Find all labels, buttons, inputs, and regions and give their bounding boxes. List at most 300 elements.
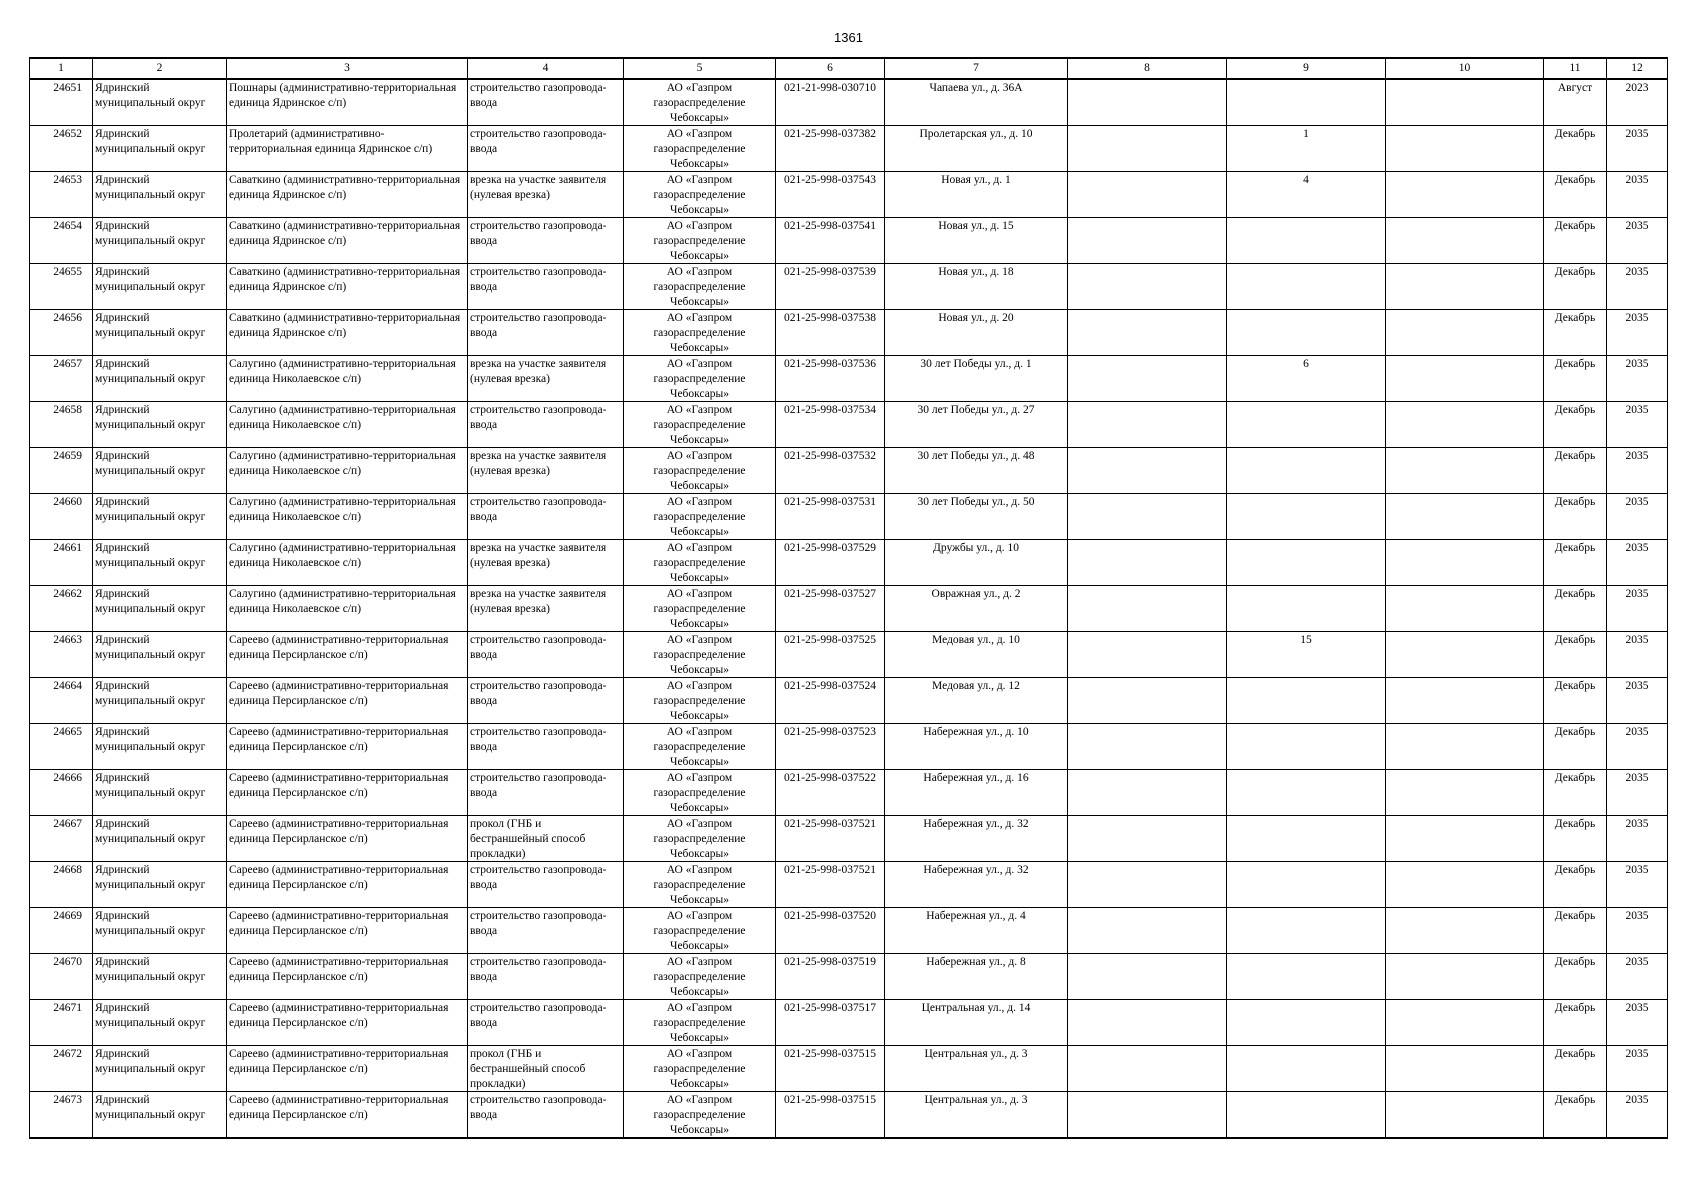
cell-number-text: 24653 — [53, 174, 82, 186]
column-header: 2 — [93, 58, 227, 79]
cell-district-text: Ядринский муниципальный округ — [95, 588, 206, 615]
cell-number-text: 24654 — [53, 220, 82, 232]
cell-month — [1544, 172, 1607, 218]
cell-col9 — [1227, 1046, 1386, 1092]
cell-month — [1544, 908, 1607, 954]
cell-organization — [624, 678, 776, 724]
cell-district — [93, 494, 227, 540]
cell-month-text: Декабрь — [1554, 174, 1596, 186]
column-header: 12 — [1607, 58, 1668, 79]
cell-district-text: Ядринский муниципальный округ — [95, 266, 206, 293]
cell-number — [30, 632, 93, 678]
cell-organization-text: АО «Газпром газораспределение Чебоксары» — [653, 1048, 746, 1090]
cell-district-text: Ядринский муниципальный округ — [95, 818, 206, 845]
cell-year-text: 2035 — [1625, 450, 1649, 462]
cell-col10 — [1386, 356, 1544, 402]
cell-col8 — [1068, 816, 1227, 862]
cell-address-text: Набережная ул., д. 10 — [923, 726, 1029, 738]
cell-locality — [227, 1046, 468, 1092]
cell-number-text: 24665 — [53, 726, 82, 738]
cell-col9 — [1227, 172, 1386, 218]
cell-number — [30, 310, 93, 356]
cell-number — [30, 172, 93, 218]
cell-number-text: 24667 — [53, 818, 82, 830]
cell-col8 — [1068, 1046, 1227, 1092]
cell-address — [885, 1046, 1068, 1092]
cell-year — [1607, 816, 1668, 862]
cell-col10 — [1386, 1000, 1544, 1046]
cell-address — [885, 126, 1068, 172]
cell-month — [1544, 356, 1607, 402]
cell-col9 — [1227, 1000, 1386, 1046]
cell-col10 — [1386, 632, 1544, 678]
cell-address — [885, 264, 1068, 310]
cell-district-text: Ядринский муниципальный округ — [95, 496, 206, 523]
cell-work-type — [468, 172, 624, 218]
cell-organization-text: АО «Газпром газораспределение Чебоксары» — [653, 956, 746, 998]
cell-col8 — [1068, 862, 1227, 908]
cell-locality — [227, 540, 468, 586]
cell-col9-text: 6 — [1303, 358, 1309, 370]
cell-locality-text: Сареево (административно-территориальная единица Персирланское с/п) — [229, 1094, 449, 1121]
cell-col9 — [1227, 954, 1386, 1000]
cell-organization-text: АО «Газпром газораспределение Чебоксары» — [653, 864, 746, 906]
cell-code-text: 021-25-998-037523 — [784, 726, 876, 738]
cell-district-text: Ядринский муниципальный округ — [95, 1002, 206, 1029]
cell-district — [93, 172, 227, 218]
cell-work-type — [468, 586, 624, 632]
cell-work-type-text: строительство газопровода-ввода — [470, 680, 607, 707]
cell-year — [1607, 172, 1668, 218]
cell-month-text: Декабрь — [1554, 450, 1596, 462]
cell-month-text: Декабрь — [1554, 956, 1596, 968]
cell-organization — [624, 1046, 776, 1092]
table-row — [30, 678, 1668, 724]
cell-organization — [624, 586, 776, 632]
cell-month-text: Декабрь — [1554, 496, 1596, 508]
cell-col9 — [1227, 724, 1386, 770]
cell-address-text: Набережная ул., д. 8 — [926, 956, 1026, 968]
cell-month-text: Декабрь — [1554, 542, 1596, 554]
cell-col10 — [1386, 310, 1544, 356]
cell-work-type-text: строительство газопровода-ввода — [470, 910, 607, 937]
cell-district-text: Ядринский муниципальный округ — [95, 680, 206, 707]
cell-col10 — [1386, 724, 1544, 770]
cell-code-text: 021-25-998-037534 — [784, 404, 876, 416]
table-row — [30, 540, 1668, 586]
cell-organization — [624, 540, 776, 586]
cell-col9-text: 1 — [1303, 128, 1309, 140]
cell-number — [30, 816, 93, 862]
cell-year — [1607, 1000, 1668, 1046]
cell-locality-text: Сареево (административно-территориальная единица Персирланское с/п) — [229, 680, 449, 707]
cell-organization — [624, 816, 776, 862]
cell-month — [1544, 586, 1607, 632]
cell-month — [1544, 218, 1607, 264]
cell-col9 — [1227, 402, 1386, 448]
cell-code-text: 021-25-998-037531 — [784, 496, 876, 508]
cell-year-text: 2035 — [1625, 772, 1649, 784]
cell-code — [776, 310, 885, 356]
cell-locality — [227, 1000, 468, 1046]
cell-address — [885, 79, 1068, 126]
cell-address-text: 30 лет Победы ул., д. 48 — [917, 450, 1035, 462]
cell-organization-text: АО «Газпром газораспределение Чебоксары» — [653, 174, 746, 216]
cell-district-text: Ядринский муниципальный округ — [95, 82, 206, 109]
cell-organization — [624, 494, 776, 540]
cell-month-text: Декабрь — [1554, 1002, 1596, 1014]
cell-district — [93, 448, 227, 494]
cell-code-text: 021-25-998-037525 — [784, 634, 876, 646]
cell-locality — [227, 632, 468, 678]
cell-district-text: Ядринский муниципальный округ — [95, 634, 206, 661]
cell-district-text: Ядринский муниципальный округ — [95, 726, 206, 753]
cell-locality-text: Салугино (административно-территориальная единица Николаевское с/п) — [229, 358, 456, 385]
cell-code-text: 021-25-998-037541 — [784, 220, 876, 232]
cell-locality — [227, 218, 468, 264]
table-row — [30, 1092, 1668, 1139]
cell-organization — [624, 172, 776, 218]
cell-number-text: 24663 — [53, 634, 82, 646]
cell-locality — [227, 816, 468, 862]
cell-month — [1544, 724, 1607, 770]
cell-locality-text: Сареево (административно-территориальная единица Персирланское с/п) — [229, 910, 449, 937]
cell-col8 — [1068, 954, 1227, 1000]
cell-col10 — [1386, 126, 1544, 172]
cell-month-text: Декабрь — [1554, 680, 1596, 692]
cell-organization-text: АО «Газпром газораспределение Чебоксары» — [653, 542, 746, 584]
cell-address-text: Пролетарская ул., д. 10 — [919, 128, 1033, 140]
cell-work-type-text: врезка на участке заявителя (нулевая врезка) — [470, 450, 607, 477]
cell-col9 — [1227, 632, 1386, 678]
cell-address-text: 30 лет Победы ул., д. 27 — [917, 404, 1035, 416]
cell-district — [93, 79, 227, 126]
cell-code — [776, 724, 885, 770]
cell-code — [776, 816, 885, 862]
cell-month — [1544, 678, 1607, 724]
cell-locality-text: Сареево (административно-территориальная единица Персирланское с/п) — [229, 864, 449, 891]
cell-organization — [624, 356, 776, 402]
cell-locality — [227, 1092, 468, 1139]
cell-address — [885, 1000, 1068, 1046]
table-row — [30, 954, 1668, 1000]
cell-locality-text: Салугино (административно-территориальная единица Николаевское с/п) — [229, 588, 456, 615]
cell-organization — [624, 1092, 776, 1139]
table-row — [30, 586, 1668, 632]
cell-year-text: 2035 — [1625, 266, 1649, 278]
cell-month-text: Декабрь — [1554, 128, 1596, 140]
cell-address — [885, 632, 1068, 678]
cell-address-text: Набережная ул., д. 16 — [923, 772, 1029, 784]
column-header: 3 — [227, 58, 468, 79]
cell-year — [1607, 356, 1668, 402]
table-row — [30, 218, 1668, 264]
cell-year-text: 2035 — [1625, 312, 1649, 324]
cell-district — [93, 862, 227, 908]
cell-address — [885, 310, 1068, 356]
cell-month — [1544, 126, 1607, 172]
cell-month-text: Декабрь — [1554, 312, 1596, 324]
cell-year-text: 2035 — [1625, 680, 1649, 692]
cell-work-type — [468, 724, 624, 770]
cell-month-text: Декабрь — [1554, 266, 1596, 278]
cell-col8 — [1068, 126, 1227, 172]
table-row — [30, 632, 1668, 678]
cell-col8 — [1068, 770, 1227, 816]
cell-address — [885, 448, 1068, 494]
cell-number — [30, 862, 93, 908]
cell-organization-text: АО «Газпром газораспределение Чебоксары» — [653, 818, 746, 860]
cell-locality-text: Сареево (административно-территориальная единица Персирланское с/п) — [229, 634, 449, 661]
cell-organization — [624, 218, 776, 264]
cell-year-text: 2035 — [1625, 1094, 1649, 1106]
cell-work-type-text: строительство газопровода-ввода — [470, 726, 607, 753]
cell-district — [93, 1046, 227, 1092]
table-row — [30, 1046, 1668, 1092]
column-header: 6 — [776, 58, 885, 79]
cell-district — [93, 632, 227, 678]
cell-year — [1607, 310, 1668, 356]
cell-code-text: 021-25-998-037521 — [784, 864, 876, 876]
cell-year — [1607, 126, 1668, 172]
cell-organization-text: АО «Газпром газораспределение Чебоксары» — [653, 588, 746, 630]
data-table — [29, 57, 1668, 1139]
cell-col8 — [1068, 218, 1227, 264]
cell-address — [885, 770, 1068, 816]
table-row — [30, 79, 1668, 126]
cell-number-text: 24666 — [53, 772, 82, 784]
cell-year — [1607, 540, 1668, 586]
cell-locality — [227, 172, 468, 218]
column-header: 5 — [624, 58, 776, 79]
cell-district — [93, 402, 227, 448]
cell-locality — [227, 264, 468, 310]
cell-address-text: Набережная ул., д. 32 — [923, 818, 1029, 830]
cell-address-text: Центральная ул., д. 3 — [924, 1048, 1028, 1060]
cell-code — [776, 862, 885, 908]
cell-col8 — [1068, 79, 1227, 126]
cell-col8 — [1068, 448, 1227, 494]
cell-work-type — [468, 356, 624, 402]
cell-month-text: Декабрь — [1554, 1094, 1596, 1106]
cell-year-text: 2035 — [1625, 726, 1649, 738]
cell-code-text: 021-25-998-037520 — [784, 910, 876, 922]
cell-col10 — [1386, 448, 1544, 494]
cell-locality-text: Саваткино (административно-территориальная единица Ядринское с/п) — [229, 174, 461, 201]
column-header: 8 — [1068, 58, 1227, 79]
cell-organization-text: АО «Газпром газораспределение Чебоксары» — [653, 634, 746, 676]
cell-col9 — [1227, 586, 1386, 632]
cell-col9-text: 15 — [1300, 634, 1312, 646]
cell-number — [30, 954, 93, 1000]
cell-district — [93, 586, 227, 632]
cell-district — [93, 908, 227, 954]
page-number: 1361 — [834, 30, 863, 45]
cell-year-text: 2035 — [1625, 1048, 1649, 1060]
cell-year-text: 2035 — [1625, 864, 1649, 876]
cell-address-text: Центральная ул., д. 14 — [921, 1002, 1031, 1014]
cell-year — [1607, 264, 1668, 310]
cell-organization-text: АО «Газпром газораспределение Чебоксары» — [653, 1002, 746, 1044]
cell-code — [776, 1046, 885, 1092]
cell-locality-text: Сареево (административно-территориальная единица Персирланское с/п) — [229, 726, 449, 753]
cell-month — [1544, 1000, 1607, 1046]
cell-organization-text: АО «Газпром газораспределение Чебоксары» — [653, 358, 746, 400]
cell-number — [30, 126, 93, 172]
cell-col8 — [1068, 494, 1227, 540]
cell-code — [776, 172, 885, 218]
cell-code — [776, 540, 885, 586]
cell-organization — [624, 448, 776, 494]
cell-address — [885, 494, 1068, 540]
cell-number — [30, 770, 93, 816]
cell-year-text: 2035 — [1625, 588, 1649, 600]
cell-col9 — [1227, 908, 1386, 954]
cell-code-text: 021-25-998-037517 — [784, 1002, 876, 1014]
cell-col10 — [1386, 218, 1544, 264]
cell-locality-text: Салугино (административно-территориальная единица Николаевское с/п) — [229, 450, 456, 477]
cell-address-text: Овражная ул., д. 2 — [931, 588, 1021, 600]
cell-work-type-text: строительство газопровода-ввода — [470, 956, 607, 983]
cell-year-text: 2035 — [1625, 542, 1649, 554]
table-row — [30, 310, 1668, 356]
cell-code — [776, 908, 885, 954]
cell-locality — [227, 402, 468, 448]
cell-col9 — [1227, 264, 1386, 310]
cell-month-text: Декабрь — [1554, 726, 1596, 738]
cell-address — [885, 540, 1068, 586]
cell-address — [885, 908, 1068, 954]
cell-number-text: 24661 — [53, 542, 82, 554]
cell-address-text: Чапаева ул., д. 36А — [929, 82, 1023, 94]
cell-locality-text: Сареево (административно-территориальная единица Персирланское с/п) — [229, 1002, 449, 1029]
cell-month-text: Декабрь — [1554, 772, 1596, 784]
cell-month-text: Декабрь — [1554, 634, 1596, 646]
cell-district — [93, 1092, 227, 1139]
cell-year — [1607, 494, 1668, 540]
cell-work-type — [468, 1092, 624, 1139]
cell-col9 — [1227, 678, 1386, 724]
cell-work-type — [468, 402, 624, 448]
cell-number — [30, 1092, 93, 1139]
cell-address — [885, 586, 1068, 632]
cell-code-text: 021-25-998-037529 — [784, 542, 876, 554]
cell-locality-text: Сареево (административно-территориальная единица Персирланское с/п) — [229, 956, 449, 983]
cell-col10 — [1386, 540, 1544, 586]
cell-month-text: Декабрь — [1554, 1048, 1596, 1060]
cell-number — [30, 494, 93, 540]
cell-col9 — [1227, 770, 1386, 816]
cell-year-text: 2035 — [1625, 496, 1649, 508]
cell-locality-text: Пролетарий (административно-территориальная единица Ядринское с/п) — [229, 128, 433, 155]
cell-district — [93, 126, 227, 172]
cell-year — [1607, 402, 1668, 448]
cell-locality — [227, 954, 468, 1000]
cell-year — [1607, 632, 1668, 678]
cell-work-type — [468, 632, 624, 678]
cell-organization — [624, 770, 776, 816]
cell-organization — [624, 724, 776, 770]
cell-work-type-text: строительство газопровода-ввода — [470, 864, 607, 891]
cell-work-type — [468, 770, 624, 816]
cell-year-text: 2035 — [1625, 956, 1649, 968]
cell-col10 — [1386, 264, 1544, 310]
cell-month — [1544, 770, 1607, 816]
cell-district — [93, 540, 227, 586]
cell-col8 — [1068, 310, 1227, 356]
cell-work-type — [468, 310, 624, 356]
cell-district-text: Ядринский муниципальный округ — [95, 174, 206, 201]
cell-organization-text: АО «Газпром газораспределение Чебоксары» — [653, 128, 746, 170]
cell-district — [93, 310, 227, 356]
cell-organization — [624, 862, 776, 908]
cell-work-type-text: строительство газопровода-ввода — [470, 1002, 607, 1029]
cell-col10 — [1386, 862, 1544, 908]
cell-col9 — [1227, 79, 1386, 126]
cell-code-text: 021-25-998-037519 — [784, 956, 876, 968]
cell-month-text: Декабрь — [1554, 818, 1596, 830]
cell-code-text: 021-25-998-037382 — [784, 128, 876, 140]
table-row — [30, 172, 1668, 218]
cell-organization-text: АО «Газпром газораспределение Чебоксары» — [653, 220, 746, 262]
cell-month — [1544, 632, 1607, 678]
cell-work-type-text: строительство газопровода-ввода — [470, 312, 607, 339]
cell-col8 — [1068, 586, 1227, 632]
cell-locality-text: Сареево (административно-территориальная единица Персирланское с/п) — [229, 772, 449, 799]
cell-year-text: 2035 — [1625, 220, 1649, 232]
cell-month — [1544, 402, 1607, 448]
cell-locality — [227, 908, 468, 954]
cell-work-type-text: врезка на участке заявителя (нулевая врезка) — [470, 358, 607, 385]
cell-col9 — [1227, 448, 1386, 494]
cell-year-text: 2035 — [1625, 358, 1649, 370]
cell-year — [1607, 862, 1668, 908]
cell-locality — [227, 310, 468, 356]
cell-year — [1607, 678, 1668, 724]
cell-col9 — [1227, 218, 1386, 264]
cell-code-text: 021-25-998-037515 — [784, 1094, 876, 1106]
cell-col8 — [1068, 1000, 1227, 1046]
cell-work-type-text: врезка на участке заявителя (нулевая врезка) — [470, 588, 607, 615]
cell-col10 — [1386, 816, 1544, 862]
cell-address-text: Новая ул., д. 18 — [938, 266, 1014, 278]
cell-address — [885, 678, 1068, 724]
cell-work-type-text: врезка на участке заявителя (нулевая врезка) — [470, 542, 607, 569]
cell-district-text: Ядринский муниципальный округ — [95, 956, 206, 983]
cell-number — [30, 218, 93, 264]
cell-organization — [624, 632, 776, 678]
cell-locality — [227, 724, 468, 770]
cell-number-text: 24660 — [53, 496, 82, 508]
cell-month — [1544, 448, 1607, 494]
cell-address — [885, 356, 1068, 402]
cell-code-text: 021-25-998-037527 — [784, 588, 876, 600]
cell-address — [885, 816, 1068, 862]
cell-number — [30, 540, 93, 586]
cell-number-text: 24658 — [53, 404, 82, 416]
cell-code-text: 021-25-998-037539 — [784, 266, 876, 278]
cell-month — [1544, 79, 1607, 126]
cell-code — [776, 79, 885, 126]
cell-district-text: Ядринский муниципальный округ — [95, 128, 206, 155]
column-header: 9 — [1227, 58, 1386, 79]
cell-month-text: Декабрь — [1554, 864, 1596, 876]
cell-locality — [227, 494, 468, 540]
cell-organization-text: АО «Газпром газораспределение Чебоксары» — [653, 726, 746, 768]
cell-work-type — [468, 264, 624, 310]
cell-district — [93, 1000, 227, 1046]
cell-locality-text: Салугино (административно-территориальная единица Николаевское с/п) — [229, 404, 456, 431]
